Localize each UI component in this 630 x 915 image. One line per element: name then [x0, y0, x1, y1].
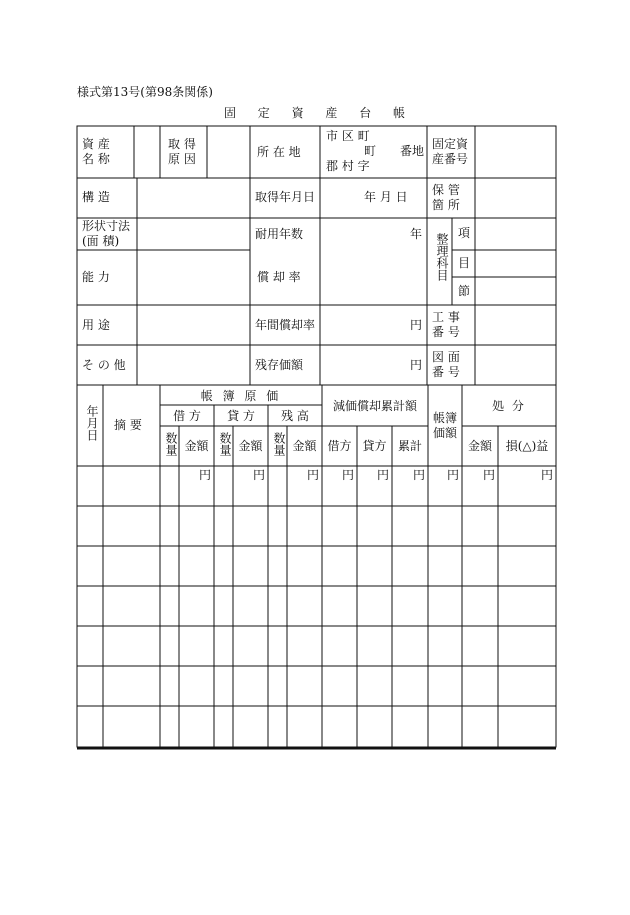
- credit-qty-header: 数量: [218, 432, 232, 456]
- yen-unit: 円: [198, 468, 211, 482]
- book-value-header: 帳 簿 原 価: [200, 389, 282, 403]
- yen-unit: 円: [446, 468, 459, 482]
- disposal-amount-header: 金額: [467, 439, 492, 453]
- residual-label: 残存価額: [255, 358, 304, 372]
- yen-unit: 円: [306, 468, 319, 482]
- shape-size-label: 形状寸法 (面 積): [82, 219, 131, 248]
- yen-unit: 円: [412, 468, 425, 482]
- account-item-setsu: 節: [458, 284, 471, 298]
- yen-unit: 円: [376, 468, 389, 482]
- balance-amount-header: 金額: [292, 439, 317, 453]
- asset-name-label: 資 産 名 称: [82, 137, 110, 166]
- ledger-summary-header: 摘 要: [114, 418, 142, 432]
- custodian-label: 保 管 箇 所: [432, 183, 460, 212]
- account-item-moku: 目: [458, 256, 471, 270]
- annual-depr-label: 年間償却率: [255, 318, 316, 332]
- disposal-gainloss-header: 損(△)益: [505, 439, 549, 453]
- book-amount-header: 帳簿価額: [433, 411, 458, 440]
- useful-life-label: 耐用年数: [255, 227, 304, 241]
- credit-amount-header: 金額: [238, 439, 263, 453]
- use-label: 用 途: [82, 318, 110, 332]
- acquisition-cause-label: 取 得 原 因: [168, 137, 196, 166]
- useful-life-unit: 年: [409, 227, 422, 241]
- drawing-no-label: 図 面 番 号: [432, 350, 460, 379]
- acq-date-value: 年 月 日: [364, 190, 408, 204]
- accum-debit-header: 借方: [327, 439, 352, 453]
- yen-unit: 円: [482, 468, 495, 482]
- structure-label: 構 造: [82, 190, 110, 204]
- accum-depr-header: 減価償却累計額: [332, 399, 417, 413]
- yen-unit: 円: [252, 468, 265, 482]
- asset-number-label: 固定資 産番号: [432, 137, 469, 166]
- account-item-ko: 項: [458, 226, 471, 240]
- accum-credit-header: 貸方: [362, 439, 387, 453]
- debit-amount-header: 金額: [184, 439, 209, 453]
- accum-total-header: 累計: [397, 439, 422, 453]
- acq-date-label: 取得年月日: [255, 190, 316, 204]
- disposal-header: 処 分: [492, 399, 526, 413]
- credit-header: 貸 方: [227, 409, 255, 423]
- construction-no-label: 工 事 番 号: [432, 310, 460, 339]
- residual-unit: 円: [409, 358, 422, 372]
- annual-depr-unit: 円: [409, 318, 422, 332]
- yen-unit: 円: [341, 468, 354, 482]
- form-number: 様式第13号(第98条関係): [77, 85, 213, 99]
- debit-qty-header: 数量: [164, 432, 178, 456]
- form-outer-border: [77, 126, 556, 747]
- balance-qty-header: 数量: [272, 432, 286, 456]
- capacity-label: 能 力: [82, 270, 110, 284]
- depr-rate-label: 償 却 率: [257, 270, 301, 284]
- ledger-date-header: 年月日: [85, 405, 99, 441]
- debit-header: 借 方: [173, 409, 201, 423]
- balance-header: 残 高: [281, 409, 309, 423]
- location-label: 所 在 地: [257, 145, 301, 159]
- account-label: 整理科目: [435, 233, 449, 281]
- other-label: そ の 他: [82, 358, 126, 372]
- address-field: 市 区 町 町 番地 郡 村 字: [326, 129, 424, 173]
- page-title: 固 定 資 産 台 帳: [223, 106, 407, 120]
- yen-unit: 円: [540, 468, 553, 482]
